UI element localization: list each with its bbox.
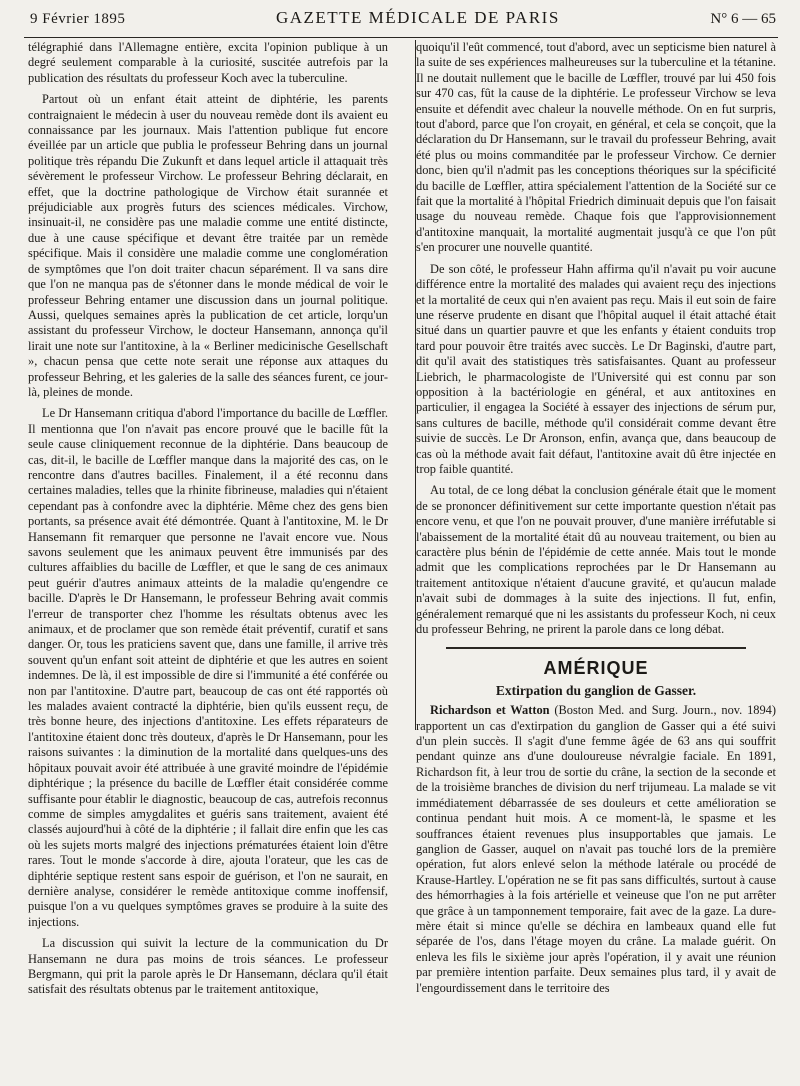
column-divider bbox=[415, 40, 416, 730]
paragraph: Au total, de ce long débat la conclusion générale était que le moment de se prononcer définitivement sur cette importante question n'était pas encore venu, et que l'on ne pouvait prouver, d'une manière irréfutable si l'abaissement de la mortalité était dû au nouveau traitement, ou bien au caractère plus bénin de l'épidémie de cette année. Mais tout le monde admit que les complications reprochées par le Dr Hansemann au traitement antitoxique n'étaient d'aucune gravité, et qu'aucun malade n'avait subi de dommages à la suite des injections. Il fut, enfin, généralement remarqué que ni les assistants du professeur Koch, ni ceux du professeur Behring, ne prirent la parole dans ce long débat. bbox=[416, 483, 776, 637]
paragraph: Le Dr Hansemann critiqua d'abord l'importance du bacille de Lœffler. Il mentionna que l'on n'avait pas encore prouvé que le bacille fût la seule cause cliniquement reconnue de la diphtérie. Dans beaucoup de cas, dit-il, le bacille de Lœffler manque dans la majorité des cas, on le rencontre dans d'autres bacilles. Finalement, il a été reconnu dans certaines maladies, telles que la rhinite fibrineuse, maladies qui n'étaient cependant pas à confondre avec la diphtérie. Même chez des gens bien portants, sa présence avait été démontrée. Quant à l'antitoxine, M. le Dr Hansemann fit remarquer que personne ne l'avait encore vue. Nous savons seulement que les animaux peuvent être immunisés par des cultures affaiblies du bacille de Lœffler, et que le sang de ces animaux peut guérir d'autres animaux atteints de la maladie qu'engendre ce bacille. D'après le Dr Hansemann, le professeur Behring avait commis l'erreur de transporter chez l'homme les résultats obtenus avec les animaux, et de proclamer que son remède était préventif, curatif et sans danger. Or, tous les praticiens savent que, dans une famille, il arrive très souvent qu'un enfant soit atteint de diphtérie et que les autres en soient indemnes. De là, il est impossible de dire si l'immunité a été conférée ou non par l'antitoxine. D'autre part, beaucoup de cas ont été rapportés où les malades avaient contracté la diphtérie, bien qu'ils eussent reçu, de très bonne heure, des injections d'antitoxine. Les effets réparateurs de l'antitoxine étaient donc très douteux, d'après le Dr Hansemann, pour les raisons suivantes : la diminution de la mortalité dans quelques-uns des hôpitaux pouvait avoir été attribuée à une gravité moindre de l'épidémie diphtérique ; la présence du bacille de Lœffler était considérée comme suffisante pour établir le diagnostic, beaucoup de cas, autrefois reconnus comme de simples amygdalites et guéris sans traitement, avaient été classés aujourd'hui à côté de la diphtérie ; il fallait dire enfin que les cas où les sujets morts malgré des injections prématurées étaient loin d'être rares. Tout le monde s'accorde à dire, ajouta l'orateur, que les cas de diphtérie septique restent sans espoir de guérison, et l'on ne saurait, en dernière analyse, considérer le remède antitoxique comme inoffensif, puisque l'on a vu quelques symptômes graves se produire à la suite des injections. bbox=[28, 406, 388, 929]
right-column bbox=[416, 40, 778, 998]
paragraph: télégraphié dans l'Allemagne entière, excita l'opinion publique à un degré seulement comparable à la curiosité, suscitée autrefois par la publication des résultats du professeur Koch avec la tuberculine. bbox=[28, 40, 388, 85]
page-header bbox=[24, 8, 778, 38]
paragraph: quoiqu'il l'eût commencé, tout d'abord, avec un septicisme bien naturel à la suite de ses expériences malheureuses sur la tuberculine et la tétanine. Il ne doutait nullement que le bacille de Lœffler, trouvé par lui 450 fois sur 470 cas, fût la cause de la diphtérie. Le professeur Virchow se leva ensuite et défendit avec chaleur la nouvelle méthode. On en fut surpris, tout d'abord, parce que l'on croyait, en général, et cela se conçoit, que la déclaration du Dr Hansemann, sur le travail du professeur Behring, avait été plus ou moins commanditée par le professeur Virchow. Ce dernier donc, bien qu'il n'admit pas les conceptions théoriques sur la spécificité du bacille de Lœffler, attira spécialement l'attention de la Société sur ce fait que la mortalité à l'hôpital Friedrich diminuait depuis que l'on faisait usage du nouveau remède. Chaque fois que l'approvisionnement d'antitoxine manquait, la mortalité augmentait jusqu'à ce que l'on pût s'en procurer une nouvelle quantité. bbox=[416, 40, 776, 255]
paragraph: La discussion qui suivit la lecture de la communication du Dr Hansemann ne dura pas moins de trois séances. Le professeur Bergmann, qui prit la parole après le Dr Hansemann, déclara qu'il était satisfait des résultats obtenus par le traitement antitoxique, bbox=[28, 936, 388, 997]
text-columns bbox=[24, 40, 778, 998]
paragraph: De son côté, le professeur Hahn affirma qu'il n'avait pu voir aucune différence entre la mortalité des malades qui avaient reçu des injections et la mortalité de ceux qui n'en avaient pas reçu. Mais il eut soin de faire une réserve prudente en disant que l'hôpital auquel il était attaché était situé dans un quartier pauvre et que les enfants y étaient conduits trop tard pour pouvoir être traités avec succès. Le Dr Baginski, d'autre part, dit qu'il avait des statistiques très satisfaisantes. Quant au professeur Liebrich, le pharmacologiste de l'Université qui est connu par son opposition à la bactériologie en général, et aux antitoxines en particulier, il engagea la Société à essayer des injections de sérum pur, sans cultures de bacille, méthode qu'il considérait comme devant être suivie de succès. Le Dr Aronson, enfin, avança que, dans beaucoup de cas où la méthode avait fait défaut, l'antitoxine avait dû être injectée en trop faible quantité. bbox=[416, 261, 776, 476]
article-body bbox=[416, 703, 776, 996]
paragraph: Partout où un enfant était atteint de diphtérie, les parents contraignaient le médecin à user du nouveau remède dont ils avaient eu connaissance par les journaux. Mais l'attention publique fut encore éveillée par un article que publia le professeur Behring dans un journal politique très répandu Die Zukunft et dans lequel article il attaquait très sévèrement le professeur Virchow. Le professeur Behring déclarait, en effet, que la doctrine pathologique de Virchow était surannée et préjudiciable aux progrès futurs des sciences médicales. Virchow, insinuait-il, ne considère pas une maladie comme une entité distincte, due à une cause spécifique et devant être traitée par un remède spécifique. Mais il considère une maladie comme une conglomération de symptômes que l'on doit traiter chacun séparément. Il va sans dire que l'on ne manqua pas de s'étonner dans le monde médical de voir le professeur Behring entamer une discussion dans un journal politique. Aussi, quelques semaines après la publication de cet article, lorqu'un assistant du professeur Virchow, le docteur Hansemann, annonça qu'il lirait une note sur l'antitoxine, à la « Berliner medicinische Gesellschaft », chacun pensa que cette note serait une réponse aux attaques du professeur Behring, et les galeries de la salle des séances furent, ce jour-là, pleines de monde. bbox=[28, 92, 388, 399]
section-title: AMÉRIQUE bbox=[543, 658, 649, 679]
section-divider bbox=[446, 647, 746, 649]
article-text: (Boston Med. and Surg. Journ., nov. 1894) rapportent un cas d'extirpation du ganglion de Gasser qui a été suivi d'un plein succès. Il s'agit d'une femme âgée de 63 ans qui souffrit pendant quinze ans d'une douloureuse névralgie faciale. En 1891, Richardson fit, à leur trou de sortie du crâne, la section de la seconde et de la troisième branches de division du nerf trijumeau. La malade se vit immédiatement débarrassée de ses douleurs et cette amélioration se continua pendant huit mois. A ce moment-là, le spasme et les souffrances étaient revenues plus insupportables que jamais. Le ganglion de Gasser, auquel on n'avait pas touché lors de la première opération, fut alors enlevé selon la méthode latérale ou procédé de Krause-Hartley. L'opération ne se fit pas sans difficultés, surtout à cause des hémorrhagies à la fois artérielle et veineuse que l'on ne put arrêter que grâce à un tamponnement temporaire, fait avec de la gaze. La dure-mère était si mince qu'elle se déchira en lambeaux quand elle fut séparée de l'os, dans l'étage moyen du crâne. La malade guérit. On enleva les fils le sixième jour après l'opération, il y avait une réunion par première intention parfaite. Deux semaines plus tard, il y avait de l'engourdissement dans le territoire des bbox=[416, 703, 776, 995]
issue-date: 9 Février 1895 bbox=[30, 11, 126, 27]
issue-number: N° 6 — 65 bbox=[710, 11, 776, 27]
article-title: Extirpation du ganglion de Gasser. bbox=[495, 682, 697, 698]
left-column bbox=[24, 40, 388, 998]
journal-title: GAZETTE MÉDICALE DE PARIS bbox=[275, 8, 560, 27]
article-author: Richardson et Watton bbox=[430, 703, 550, 718]
